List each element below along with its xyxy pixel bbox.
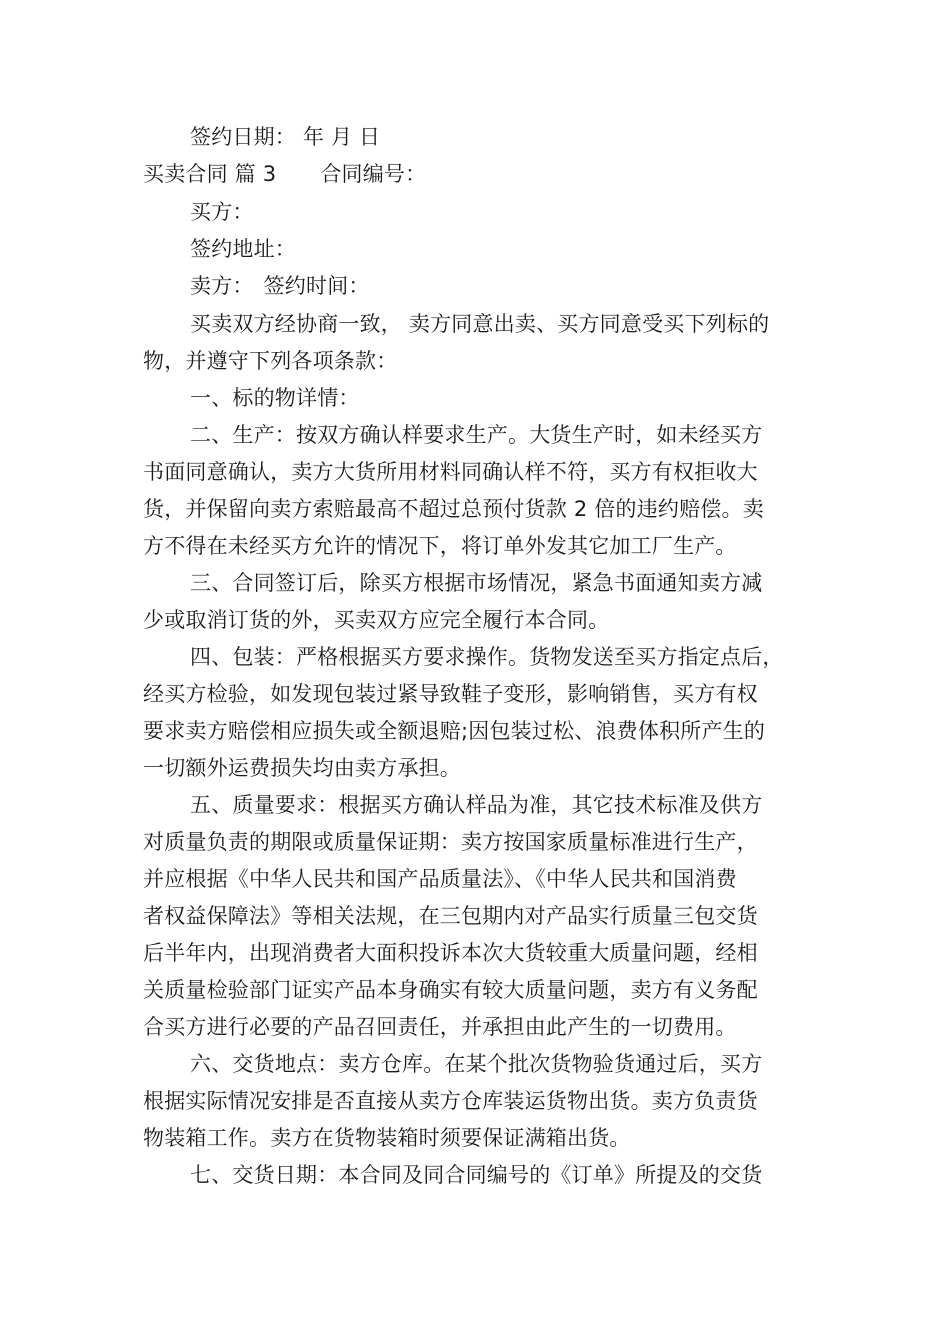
clause-7-line: 七、交货日期：本合同及同合同编号的《订单》所提及的交货 (190, 1163, 763, 1187)
paragraph-line: 要求卖方赔偿相应损失或全额退赔;因包装过松、浪费体积所产生的 (143, 719, 766, 743)
paragraph-line: 物装箱工作。卖方在货物装箱时须要保证满箱出货。 (143, 1126, 631, 1150)
clause-3-line: 三、合同签订后，除买方根据市场情况，紧急书面通知卖方减 (190, 571, 763, 595)
paragraph-line: 合买方进行必要的产品召回责任，并承担由此产生的一切费用。 (143, 1015, 737, 1039)
paragraph-line: 一切额外运费损失均由卖方承担。 (143, 756, 461, 780)
paragraph-line: 关质量检验部门证实产品本身确实有较大质量问题，卖方有义务配 (143, 978, 758, 1002)
paragraph-line: 经买方检验，如发现包装过紧导致鞋子变形，影响销售，买方有权 (143, 682, 758, 706)
buyer-line: 买方： (190, 200, 254, 224)
seller-label: 卖方： (190, 274, 254, 298)
signing-date-line: 签约日期： 年 月 日 (190, 125, 381, 149)
contract-section-title: 买卖合同 篇 3 (143, 162, 277, 186)
paragraph-line: 买卖双方经协商一致， 卖方同意出卖、买方同意受买下列标的 (190, 312, 770, 336)
seller-line (190, 272, 860, 300)
signing-address-line: 签约地址： (190, 237, 296, 261)
paragraph-line: 对质量负责的期限或质量保证期：卖方按国家质量标准进行生产， (143, 830, 758, 854)
clause-4-line: 四、包装：严格根据买方要求操作。货物发送至买方指定点后， (190, 645, 784, 669)
signing-time-label: 签约时间： (263, 274, 370, 298)
paragraph-line: 书面同意确认，卖方大货所用材料同确认样不符，买方有权拒收大 (143, 460, 758, 484)
paragraph-line: 方不得在未经买方允许的情况下，将订单外发其它加工厂生产。 (143, 534, 737, 558)
clause-1-line: 一、标的物详情： (190, 386, 360, 410)
paragraph-line: 后半年内，出现消费者大面积投诉本次大货较重大质量问题，经相 (143, 941, 758, 965)
paragraph-line: 者权益保障法》等相关法规，在三包期内对产品实行质量三包交货 (143, 904, 758, 928)
paragraph-line: 少或取消订货的外，买卖双方应完全履行本合同。 (143, 608, 610, 632)
clause-5-line: 五、质量要求：根据买方确认样品为准，其它技术标准及供方 (190, 793, 763, 817)
clause-6-line: 六、交货地点：卖方仓库。在某个批次货物验货通过后，买方 (190, 1052, 763, 1076)
paragraph-line: 并应根据《中华人民共和国产品质量法》、《中华人民共和国消费 (143, 867, 737, 891)
clause-2-line: 二、生产：按双方确认样要求生产。大货生产时，如未经买方 (190, 423, 763, 447)
contract-number-label: 合同编号： (320, 162, 427, 186)
paragraph-line: 根据实际情况安排是否直接从卖方仓库装运货物出货。卖方负责货 (143, 1089, 758, 1113)
paragraph-line: 货，并保留向卖方索赔最高不超过总预付货款 2 倍的违约赔偿。卖 (143, 497, 764, 521)
paragraph-line: 物，并遵守下列各项条款： (143, 349, 398, 373)
contract-heading-line (143, 160, 813, 188)
